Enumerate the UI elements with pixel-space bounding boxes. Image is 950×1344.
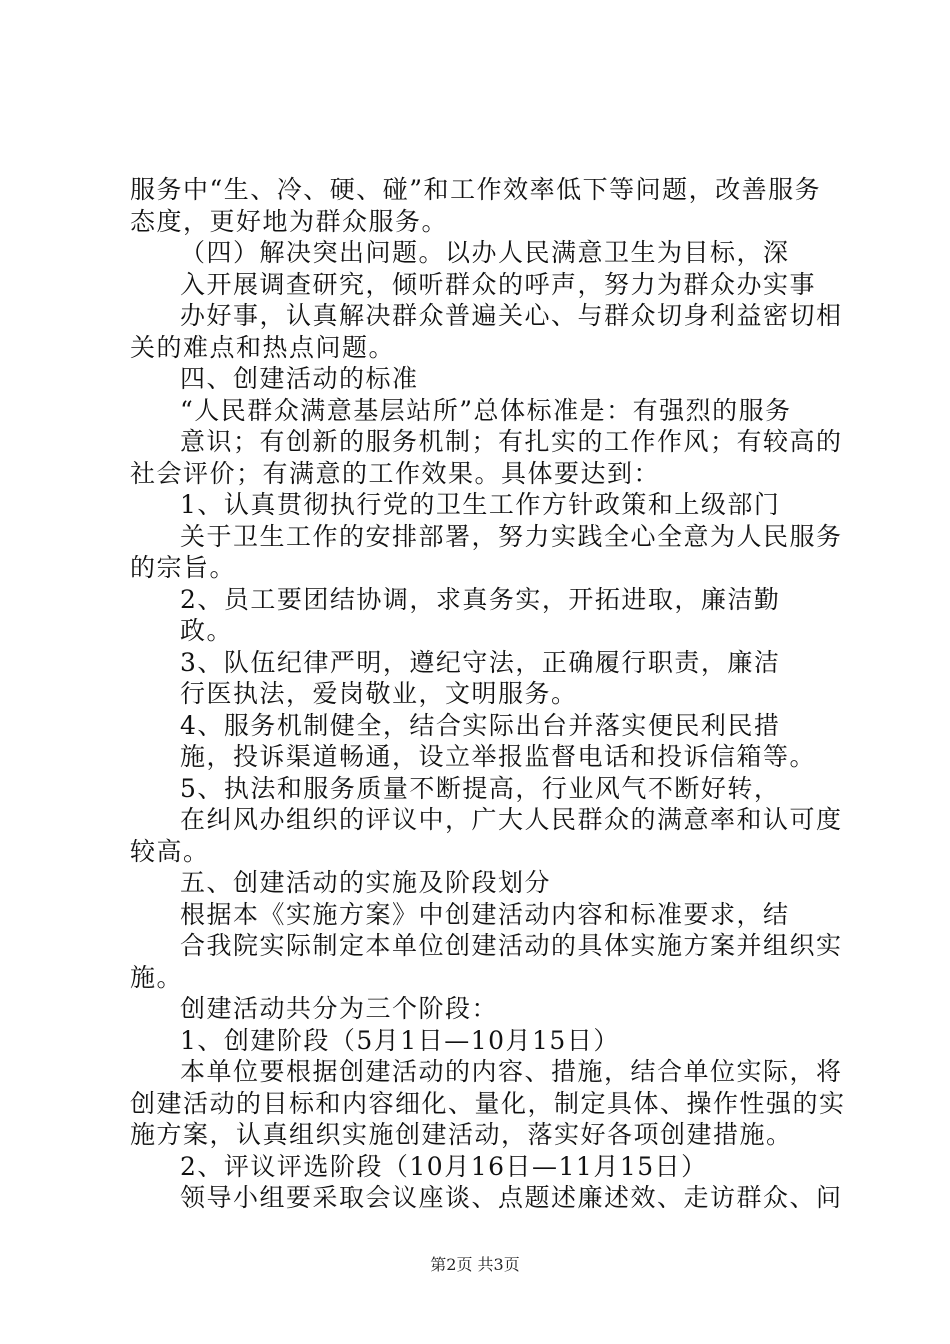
body-text-line: 2、评议评选阶段（10月16日—11月15日） xyxy=(180,1151,708,1181)
body-text-line: 办好事，认真解决群众普遍关心、与群众切身利益密切相 xyxy=(180,301,843,330)
section-heading: 四、创建活动的标准 xyxy=(180,364,419,393)
body-text-line: 3、队伍纪律严明，遵纪守法，正确履行职责，廉洁 xyxy=(180,647,781,677)
section-heading: 五、创建活动的实施及阶段划分 xyxy=(180,868,552,897)
body-text-line: 较高。 xyxy=(130,836,210,866)
body-text-line: （四）解决突出问题。以办人民满意卫生为目标，深 xyxy=(180,238,790,267)
body-text-line: 在纠风办组织的评议中，广大人民群众的满意率和认可度 xyxy=(180,805,843,834)
body-text-line: 施方案，认真组织实施创建活动，落实好各项创建措施。 xyxy=(130,1120,793,1149)
body-text-line: 社会评价；有满意的工作效果。具体要达到： xyxy=(130,458,661,488)
body-text-line: 态度，更好地为群众服务。 xyxy=(130,206,449,236)
body-text-line: 施。 xyxy=(130,962,184,992)
body-text-line: “人民群众满意基层站所”总体标准是：有强烈的服务 xyxy=(180,395,792,425)
body-text-line: 根据本《实施方案》中创建活动内容和标准要求，结 xyxy=(180,899,790,929)
body-text-line: 的宗旨。 xyxy=(130,553,237,582)
body-text-line: 1、创建阶段（5月1日—10月15日） xyxy=(180,1025,620,1055)
body-text-line: 意识；有创新的服务机制；有扎实的工作作风；有较高的 xyxy=(180,427,843,456)
body-text-line: 5、执法和服务质量不断提高，行业风气不断好转， xyxy=(180,773,781,803)
body-text-line: 关的难点和热点问题。 xyxy=(130,332,396,362)
body-text-line: 合我院实际制定本单位创建活动的具体实施方案并组织实 xyxy=(180,931,843,960)
body-text-line: 1、认真贯彻执行党的卫生工作方针政策和上级部门 xyxy=(180,490,781,519)
body-text-line: 入开展调查研究，倾听群众的呼声，努力为群众办实事 xyxy=(180,269,817,299)
body-text-line: 关于卫生工作的安排部署，努力实践全心全意为人民服务 xyxy=(180,521,843,551)
body-text-line: 施，投诉渠道畅通，设立举报监督电话和投诉信箱等。 xyxy=(180,742,817,771)
page-number-footer: 第2页 共3页 xyxy=(430,1254,520,1274)
body-text-line: 行医执法，爱岗敬业，文明服务。 xyxy=(180,679,578,708)
body-text-line: 2、员工要团结协调，求真务实，开拓进取，廉洁勤 xyxy=(180,584,781,614)
body-text-line: 领导小组要采取会议座谈、点题述廉述效、走访群众、问 xyxy=(180,1183,843,1212)
body-text-line: 创建活动的目标和内容细化、量化，制定具体、操作性强的实 xyxy=(130,1088,846,1118)
body-text-line: 服务中“生、冷、硬、碰”和工作效率低下等问题，改善服务 xyxy=(130,175,822,204)
body-text-line: 本单位要根据创建活动的内容、措施，结合单位实际，将 xyxy=(180,1057,843,1086)
body-text-line: 4、服务机制健全，结合实际出台并落实便民利民措 xyxy=(180,710,781,740)
body-text-line: 创建活动共分为三个阶段： xyxy=(180,994,499,1023)
body-text-line: 政。 xyxy=(180,616,234,645)
